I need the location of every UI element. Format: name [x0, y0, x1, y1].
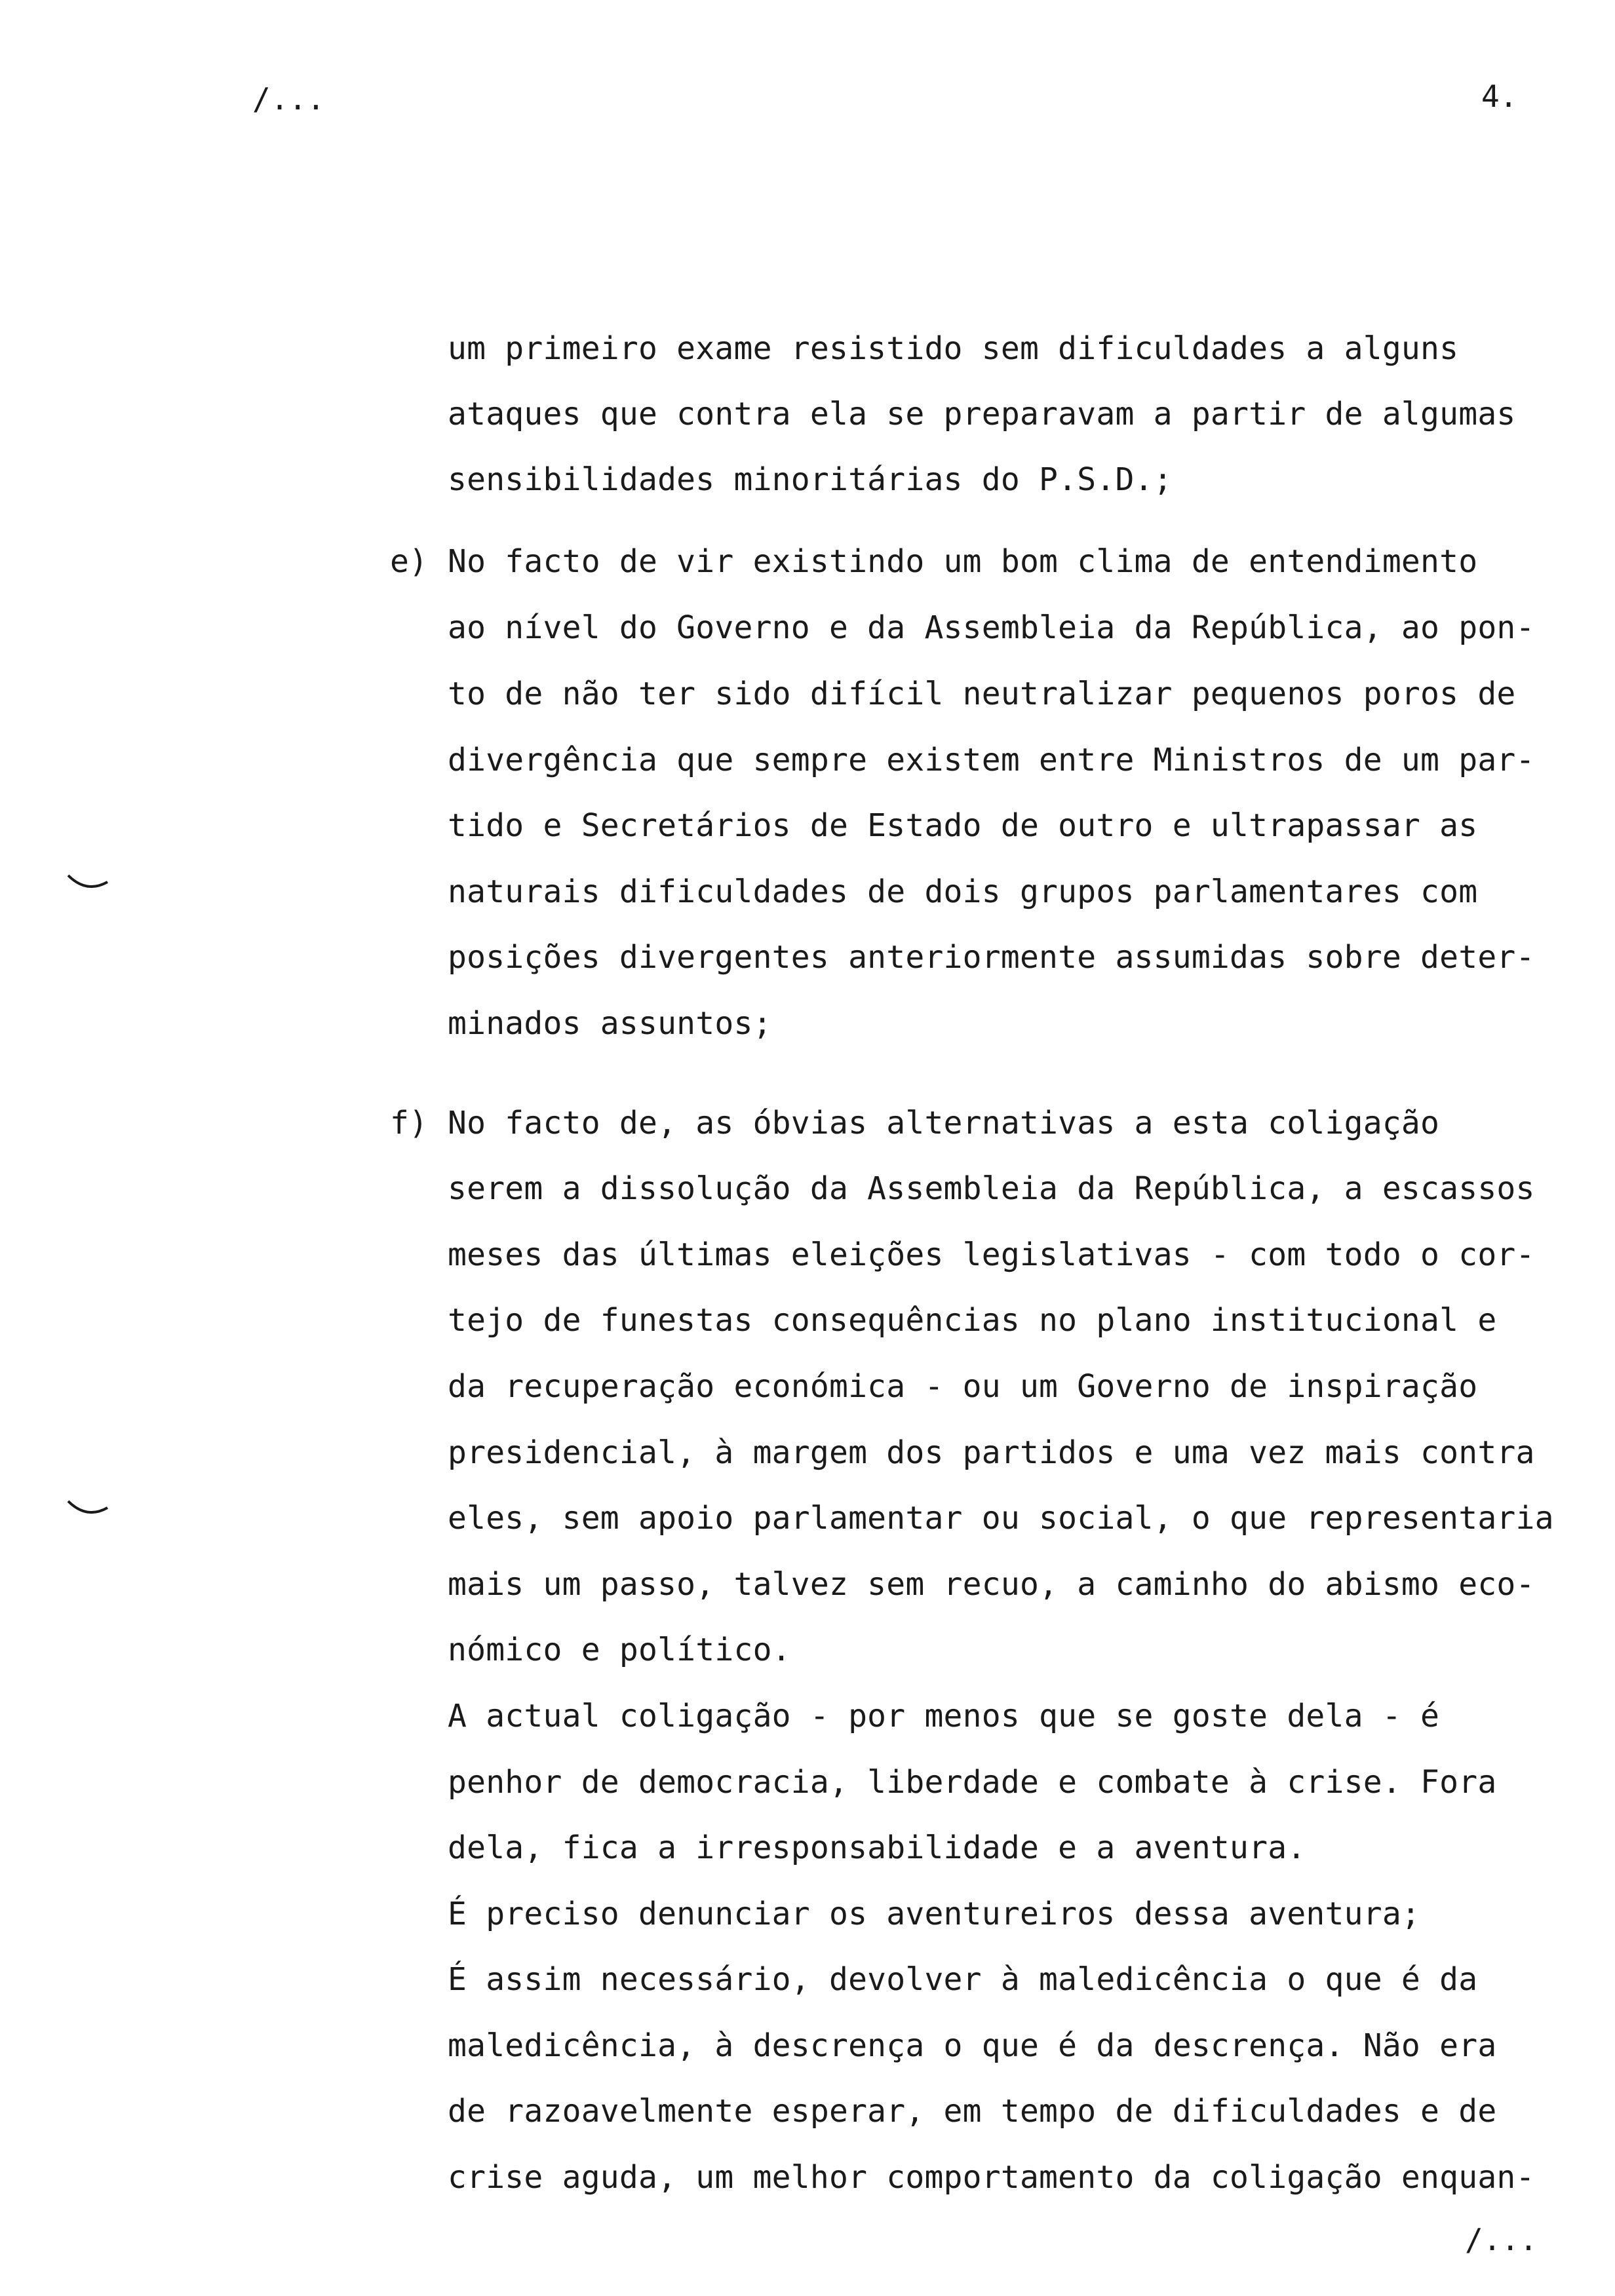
text-line: É assim necessário, devolver à maledicência o que é da	[448, 1961, 1478, 1998]
text-line: A actual coligação - por menos que se goste dela - é	[448, 1698, 1440, 1734]
text-line: posições divergentes anteriormente assumidas sobre deter-	[448, 939, 1535, 976]
text-line: No facto de, as óbvias alternativas a esta coligação	[448, 1105, 1440, 1141]
punch-hole-mark	[66, 1497, 111, 1522]
text-line: dela, fica a irresponsabilidade e a aventura.	[448, 1829, 1306, 1866]
text-line: maledicência, à descrença o que é da descrença. Não era	[448, 2027, 1497, 2064]
text-line: penhor de democracia, liberdade e combate à crise. Fora	[448, 1764, 1497, 1801]
text-line: divergência que sempre existem entre Ministros de um par-	[448, 742, 1535, 778]
text-line: serem a dissolução da Assembleia da República, a escassos	[448, 1170, 1535, 1207]
text-line: eles, sem apoio parlamentar ou social, o que representaria	[448, 1500, 1554, 1537]
text-line: naturais dificuldades de dois grupos parlamentares com	[448, 873, 1478, 910]
continuation-mark-bottom: /...	[1465, 2222, 1538, 2257]
text-line: presidencial, à margem dos partidos e uma vez mais contra	[448, 1434, 1535, 1471]
text-line: crise aguda, um melhor comportamento da coligação enquan-	[448, 2159, 1535, 2196]
text-line: minados assuntos;	[448, 1005, 772, 1042]
list-marker-f: f)	[390, 1105, 428, 1141]
text-line: É preciso denunciar os aventureiros dessa aventura;	[448, 1896, 1421, 1932]
list-marker-e: e)	[390, 543, 428, 580]
text-line: um primeiro exame resistido sem dificuldades a alguns	[448, 330, 1459, 367]
page-number: 4.	[1481, 79, 1518, 114]
text-line: mais um passo, talvez sem recuo, a caminho do abismo eco-	[448, 1566, 1535, 1603]
text-line: to de não ter sido difícil neutralizar pequenos poros de	[448, 676, 1516, 712]
text-line: ataques que contra ela se preparavam a partir de algumas	[448, 396, 1516, 432]
text-line: tejo de funestas consequências no plano institucional e	[448, 1302, 1497, 1339]
text-line: tido e Secretários de Estado de outro e ultrapassar as	[448, 807, 1478, 844]
text-line: meses das últimas eleições legislativas - com todo o cor-	[448, 1236, 1535, 1273]
text-line: ao nível do Governo e da Assembleia da República, ao pon-	[448, 609, 1535, 646]
text-line: de razoavelmente esperar, em tempo de dificuldades e de	[448, 2093, 1497, 2130]
text-line: sensibilidades minoritárias do P.S.D.;	[448, 461, 1173, 498]
punch-hole-mark	[66, 871, 111, 896]
continuation-mark-top: /...	[252, 81, 325, 117]
text-line: nómico e político.	[448, 1632, 791, 1668]
text-line: da recuperação económica - ou um Governo de inspiração	[448, 1368, 1478, 1405]
text-line: No facto de vir existindo um bom clima de entendimento	[448, 543, 1478, 580]
